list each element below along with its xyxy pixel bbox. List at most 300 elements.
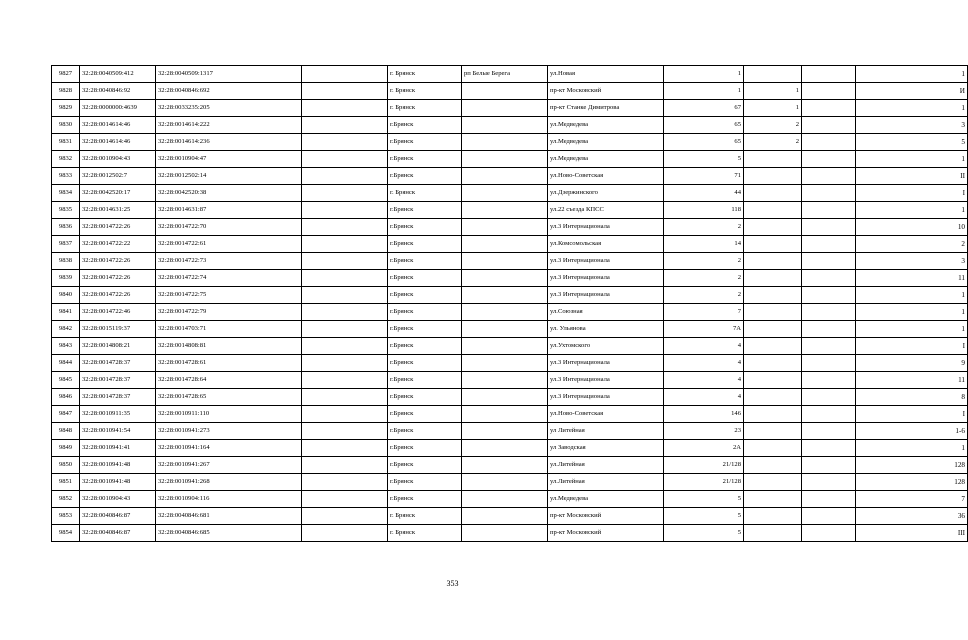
empty-cell-2 — [802, 338, 856, 355]
table-row — [52, 219, 968, 236]
empty-cell-2 — [802, 525, 856, 542]
empty-cell-2 — [802, 66, 856, 83]
empty-cell-2 — [802, 168, 856, 185]
street-cell: ул.Литейная — [548, 474, 664, 491]
table-row — [52, 474, 968, 491]
building-cell: 2 — [744, 134, 802, 151]
city-cell: г.Брянск — [388, 474, 462, 491]
apartment-cell: 11 — [856, 270, 968, 287]
object-cadastral-number-cell: 32:28:0014722:73 — [156, 253, 302, 270]
apartment-cell: 1 — [856, 287, 968, 304]
house-number-cell: 5 — [664, 508, 744, 525]
object-cadastral-number-cell: 32:28:0010941:267 — [156, 457, 302, 474]
table-row — [52, 270, 968, 287]
cadastral-number-cell: 32:28:0014722:46 — [80, 304, 156, 321]
house-number-cell: 1 — [664, 83, 744, 100]
empty-cell-2 — [802, 185, 856, 202]
object-cadastral-number-cell: 32:28:0014722:70 — [156, 219, 302, 236]
street-cell: ул.Ново-Советская — [548, 406, 664, 423]
apartment-cell: 8 — [856, 389, 968, 406]
empty-cell — [302, 406, 388, 423]
apartment-cell: И — [856, 83, 968, 100]
row-number-cell: 9838 — [52, 253, 80, 270]
row-number-cell: 9843 — [52, 338, 80, 355]
settlement-cell — [462, 457, 548, 474]
object-cadastral-number-cell: 32:28:0014728:61 — [156, 355, 302, 372]
street-cell: ул.Литейная — [548, 457, 664, 474]
settlement-cell — [462, 117, 548, 134]
table-row — [52, 338, 968, 355]
building-cell — [744, 66, 802, 83]
row-number-cell: 9851 — [52, 474, 80, 491]
empty-cell — [302, 83, 388, 100]
empty-cell — [302, 287, 388, 304]
empty-cell — [302, 168, 388, 185]
table-row — [52, 83, 968, 100]
apartment-cell: III — [856, 525, 968, 542]
city-cell: г.Брянск — [388, 372, 462, 389]
empty-cell — [302, 134, 388, 151]
object-cadastral-number-cell: 32:28:0010904:116 — [156, 491, 302, 508]
row-number-cell: 9832 — [52, 151, 80, 168]
house-number-cell: 14 — [664, 236, 744, 253]
building-cell — [744, 406, 802, 423]
house-number-cell: 65 — [664, 117, 744, 134]
settlement-cell — [462, 100, 548, 117]
object-cadastral-number-cell: 32:28:0033235:205 — [156, 100, 302, 117]
city-cell: г. Брянск — [388, 508, 462, 525]
table-row — [52, 185, 968, 202]
empty-cell-2 — [802, 457, 856, 474]
empty-cell — [302, 440, 388, 457]
object-cadastral-number-cell: 32:28:0040846:681 — [156, 508, 302, 525]
row-number-cell: 9850 — [52, 457, 80, 474]
cadastral-number-cell: 32:28:0014722:22 — [80, 236, 156, 253]
settlement-cell — [462, 406, 548, 423]
settlement-cell — [462, 423, 548, 440]
empty-cell-2 — [802, 304, 856, 321]
empty-cell-2 — [802, 406, 856, 423]
street-cell: ул. Ульянова — [548, 321, 664, 338]
settlement-cell — [462, 440, 548, 457]
city-cell: г.Брянск — [388, 304, 462, 321]
city-cell: г.Брянск — [388, 151, 462, 168]
empty-cell — [302, 253, 388, 270]
apartment-cell: 5 — [856, 134, 968, 151]
cadastral-number-cell: 32:28:0014728:37 — [80, 389, 156, 406]
settlement-cell — [462, 525, 548, 542]
street-cell: ул.Медведева — [548, 117, 664, 134]
apartment-cell: II — [856, 168, 968, 185]
street-cell: ул.3 Интернационала — [548, 219, 664, 236]
building-cell — [744, 389, 802, 406]
cadastral-number-cell: 32:28:0014722:26 — [80, 219, 156, 236]
street-cell: ул.Союзная — [548, 304, 664, 321]
apartment-cell: 11 — [856, 372, 968, 389]
empty-cell — [302, 185, 388, 202]
street-cell: ул.3 Интернационала — [548, 372, 664, 389]
city-cell: г.Брянск — [388, 236, 462, 253]
apartment-cell: 36 — [856, 508, 968, 525]
apartment-cell: 1-6 — [856, 423, 968, 440]
apartment-cell: 128 — [856, 457, 968, 474]
settlement-cell — [462, 202, 548, 219]
street-cell: ул Заводская — [548, 440, 664, 457]
empty-cell-2 — [802, 321, 856, 338]
object-cadastral-number-cell: 32:28:0014728:65 — [156, 389, 302, 406]
table-row — [52, 168, 968, 185]
empty-cell-2 — [802, 117, 856, 134]
cadastral-number-cell: 32:28:0010904:43 — [80, 151, 156, 168]
settlement-cell — [462, 168, 548, 185]
house-number-cell: 4 — [664, 372, 744, 389]
object-cadastral-number-cell: 32:28:0040509:1317 — [156, 66, 302, 83]
apartment-cell: 7 — [856, 491, 968, 508]
street-cell: ул.Медведева — [548, 134, 664, 151]
empty-cell — [302, 202, 388, 219]
cadastral-number-cell: 32:28:0014631:25 — [80, 202, 156, 219]
house-number-cell: 7А — [664, 321, 744, 338]
empty-cell-2 — [802, 253, 856, 270]
house-number-cell: 2 — [664, 219, 744, 236]
building-cell: 1 — [744, 100, 802, 117]
street-cell: пр-кт Московский — [548, 83, 664, 100]
table-row — [52, 134, 968, 151]
building-cell — [744, 151, 802, 168]
cadastral-number-cell: 32:28:0010941:48 — [80, 474, 156, 491]
row-number-cell: 9849 — [52, 440, 80, 457]
apartment-cell: I — [856, 185, 968, 202]
empty-cell — [302, 508, 388, 525]
apartment-cell: 1 — [856, 100, 968, 117]
building-cell — [744, 423, 802, 440]
building-cell — [744, 355, 802, 372]
row-number-cell: 9828 — [52, 83, 80, 100]
city-cell: г.Брянск — [388, 423, 462, 440]
apartment-cell: I — [856, 406, 968, 423]
object-cadastral-number-cell: 32:28:0014808:81 — [156, 338, 302, 355]
empty-cell — [302, 151, 388, 168]
city-cell: г.Брянск — [388, 440, 462, 457]
settlement-cell — [462, 134, 548, 151]
street-cell: ул.Дзержинского — [548, 185, 664, 202]
cadastral-number-cell: 32:28:0010904:43 — [80, 491, 156, 508]
cadastral-number-cell: 32:28:0000000:4639 — [80, 100, 156, 117]
building-cell — [744, 338, 802, 355]
building-cell — [744, 219, 802, 236]
object-cadastral-number-cell: 32:28:0014722:79 — [156, 304, 302, 321]
building-cell — [744, 457, 802, 474]
apartment-cell: 3 — [856, 253, 968, 270]
house-number-cell: 7 — [664, 304, 744, 321]
apartment-cell: 1 — [856, 202, 968, 219]
city-cell: г. Брянск — [388, 100, 462, 117]
street-cell: ул.3 Интернационала — [548, 287, 664, 304]
register-table-container — [51, 65, 965, 542]
building-cell — [744, 321, 802, 338]
house-number-cell: 2А — [664, 440, 744, 457]
settlement-cell — [462, 491, 548, 508]
house-number-cell: 21/128 — [664, 457, 744, 474]
cadastral-number-cell: 32:28:0014808:21 — [80, 338, 156, 355]
table-row — [52, 355, 968, 372]
settlement-cell — [462, 355, 548, 372]
row-number-cell: 9854 — [52, 525, 80, 542]
empty-cell — [302, 389, 388, 406]
street-cell: ул.Медведева — [548, 151, 664, 168]
city-cell: г.Брянск — [388, 406, 462, 423]
empty-cell — [302, 423, 388, 440]
row-number-cell: 9840 — [52, 287, 80, 304]
building-cell: 1 — [744, 83, 802, 100]
empty-cell — [302, 338, 388, 355]
cadastral-number-cell: 32:28:0014728:37 — [80, 355, 156, 372]
settlement-cell — [462, 372, 548, 389]
city-cell: г.Брянск — [388, 287, 462, 304]
house-number-cell: 44 — [664, 185, 744, 202]
empty-cell — [302, 117, 388, 134]
row-number-cell: 9853 — [52, 508, 80, 525]
table-row — [52, 508, 968, 525]
street-cell: ул.Новая — [548, 66, 664, 83]
city-cell: г.Брянск — [388, 321, 462, 338]
table-row — [52, 66, 968, 83]
table-row — [52, 423, 968, 440]
house-number-cell: 1 — [664, 66, 744, 83]
empty-cell — [302, 457, 388, 474]
empty-cell-2 — [802, 100, 856, 117]
row-number-cell: 9839 — [52, 270, 80, 287]
empty-cell-2 — [802, 491, 856, 508]
cadastral-number-cell: 32:28:0010941:48 — [80, 457, 156, 474]
house-number-cell: 4 — [664, 355, 744, 372]
house-number-cell: 118 — [664, 202, 744, 219]
building-cell — [744, 185, 802, 202]
apartment-cell: 1 — [856, 304, 968, 321]
city-cell: г.Брянск — [388, 134, 462, 151]
empty-cell — [302, 491, 388, 508]
building-cell — [744, 236, 802, 253]
settlement-cell — [462, 338, 548, 355]
city-cell: г.Брянск — [388, 491, 462, 508]
apartment-cell: 1 — [856, 151, 968, 168]
empty-cell-2 — [802, 389, 856, 406]
cadastral-number-cell: 32:28:0014728:37 — [80, 372, 156, 389]
row-number-cell: 9831 — [52, 134, 80, 151]
street-cell: ул.Комсомольская — [548, 236, 664, 253]
settlement-cell — [462, 83, 548, 100]
object-cadastral-number-cell: 32:28:0012502:14 — [156, 168, 302, 185]
row-number-cell: 9842 — [52, 321, 80, 338]
row-number-cell: 9836 — [52, 219, 80, 236]
row-number-cell: 9844 — [52, 355, 80, 372]
empty-cell-2 — [802, 236, 856, 253]
table-row — [52, 389, 968, 406]
object-cadastral-number-cell: 32:28:0014703:71 — [156, 321, 302, 338]
street-cell: ул.3 Интернационала — [548, 389, 664, 406]
cadastral-number-cell: 32:28:0014722:26 — [80, 287, 156, 304]
city-cell: г.Брянск — [388, 253, 462, 270]
object-cadastral-number-cell: 32:28:0014614:236 — [156, 134, 302, 151]
street-cell: ул.22 съезда КПСС — [548, 202, 664, 219]
settlement-cell — [462, 287, 548, 304]
settlement-cell — [462, 151, 548, 168]
street-cell: ул Литейная — [548, 423, 664, 440]
building-cell — [744, 202, 802, 219]
object-cadastral-number-cell: 32:28:0014614:222 — [156, 117, 302, 134]
empty-cell — [302, 355, 388, 372]
register-table — [51, 65, 968, 542]
object-cadastral-number-cell: 32:28:0010941:268 — [156, 474, 302, 491]
row-number-cell: 9830 — [52, 117, 80, 134]
city-cell: г.Брянск — [388, 338, 462, 355]
empty-cell-2 — [802, 287, 856, 304]
apartment-cell: 3 — [856, 117, 968, 134]
street-cell: пр-кт Московский — [548, 525, 664, 542]
object-cadastral-number-cell: 32:28:0010911:110 — [156, 406, 302, 423]
empty-cell — [302, 270, 388, 287]
house-number-cell: 71 — [664, 168, 744, 185]
house-number-cell: 23 — [664, 423, 744, 440]
object-cadastral-number-cell: 32:28:0014631:87 — [156, 202, 302, 219]
settlement-cell — [462, 270, 548, 287]
empty-cell — [302, 100, 388, 117]
empty-cell-2 — [802, 270, 856, 287]
building-cell — [744, 168, 802, 185]
settlement-cell — [462, 474, 548, 491]
street-cell: ул.3 Интернационала — [548, 355, 664, 372]
house-number-cell: 4 — [664, 338, 744, 355]
empty-cell-2 — [802, 355, 856, 372]
building-cell — [744, 304, 802, 321]
city-cell: г. Брянск — [388, 185, 462, 202]
house-number-cell: 67 — [664, 100, 744, 117]
row-number-cell: 9837 — [52, 236, 80, 253]
cadastral-number-cell: 32:28:0040846:87 — [80, 525, 156, 542]
empty-cell — [302, 219, 388, 236]
empty-cell-2 — [802, 440, 856, 457]
empty-cell-2 — [802, 474, 856, 491]
building-cell — [744, 508, 802, 525]
row-number-cell: 9846 — [52, 389, 80, 406]
house-number-cell: 2 — [664, 287, 744, 304]
row-number-cell: 9852 — [52, 491, 80, 508]
row-number-cell: 9834 — [52, 185, 80, 202]
city-cell: г.Брянск — [388, 389, 462, 406]
building-cell — [744, 474, 802, 491]
apartment-cell: 9 — [856, 355, 968, 372]
table-row — [52, 457, 968, 474]
page-number: 353 — [446, 579, 459, 588]
row-number-cell: 9827 — [52, 66, 80, 83]
empty-cell-2 — [802, 508, 856, 525]
settlement-cell — [462, 389, 548, 406]
table-row — [52, 100, 968, 117]
table-row — [52, 440, 968, 457]
city-cell: г. Брянск — [388, 525, 462, 542]
object-cadastral-number-cell: 32:28:0040846:685 — [156, 525, 302, 542]
settlement-cell — [462, 253, 548, 270]
object-cadastral-number-cell: 32:28:0010941:273 — [156, 423, 302, 440]
settlement-cell — [462, 304, 548, 321]
settlement-cell — [462, 508, 548, 525]
building-cell — [744, 440, 802, 457]
table-body — [52, 66, 968, 542]
table-row — [52, 372, 968, 389]
empty-cell — [302, 474, 388, 491]
building-cell — [744, 270, 802, 287]
object-cadastral-number-cell: 32:28:0014728:64 — [156, 372, 302, 389]
object-cadastral-number-cell: 32:28:0014722:74 — [156, 270, 302, 287]
apartment-cell: 1 — [856, 440, 968, 457]
table-row — [52, 321, 968, 338]
house-number-cell: 2 — [664, 253, 744, 270]
city-cell: г.Брянск — [388, 117, 462, 134]
empty-cell-2 — [802, 151, 856, 168]
row-number-cell: 9835 — [52, 202, 80, 219]
table-row — [52, 406, 968, 423]
apartment-cell: I — [856, 338, 968, 355]
street-cell: ул.Ухтомского — [548, 338, 664, 355]
cadastral-number-cell: 32:28:0040846:92 — [80, 83, 156, 100]
cadastral-number-cell: 32:28:0040509:412 — [80, 66, 156, 83]
empty-cell-2 — [802, 219, 856, 236]
cadastral-number-cell: 32:28:0010941:54 — [80, 423, 156, 440]
empty-cell — [302, 525, 388, 542]
object-cadastral-number-cell: 32:28:0014722:75 — [156, 287, 302, 304]
empty-cell — [302, 304, 388, 321]
building-cell — [744, 491, 802, 508]
row-number-cell: 9845 — [52, 372, 80, 389]
cadastral-number-cell: 32:28:0014722:26 — [80, 253, 156, 270]
apartment-cell: 2 — [856, 236, 968, 253]
row-number-cell: 9847 — [52, 406, 80, 423]
cadastral-number-cell: 32:28:0015119:37 — [80, 321, 156, 338]
city-cell: г.Брянск — [388, 219, 462, 236]
city-cell: г. Брянск — [388, 83, 462, 100]
cadastral-number-cell: 32:28:0010911:35 — [80, 406, 156, 423]
empty-cell — [302, 236, 388, 253]
empty-cell — [302, 372, 388, 389]
settlement-cell — [462, 185, 548, 202]
city-cell: г.Брянск — [388, 270, 462, 287]
cadastral-number-cell: 32:28:0014722:26 — [80, 270, 156, 287]
settlement-cell — [462, 321, 548, 338]
settlement-cell — [462, 236, 548, 253]
house-number-cell: 5 — [664, 525, 744, 542]
cadastral-number-cell: 32:28:0014614:46 — [80, 117, 156, 134]
table-row — [52, 525, 968, 542]
city-cell: г.Брянск — [388, 355, 462, 372]
cadastral-number-cell: 32:28:0012502:7 — [80, 168, 156, 185]
city-cell: г.Брянск — [388, 457, 462, 474]
house-number-cell: 5 — [664, 491, 744, 508]
house-number-cell: 5 — [664, 151, 744, 168]
house-number-cell: 65 — [664, 134, 744, 151]
row-number-cell: 9833 — [52, 168, 80, 185]
table-row — [52, 117, 968, 134]
object-cadastral-number-cell: 32:28:0010941:164 — [156, 440, 302, 457]
empty-cell-2 — [802, 134, 856, 151]
city-cell: г.Брянск — [388, 202, 462, 219]
table-row — [52, 236, 968, 253]
empty-cell — [302, 321, 388, 338]
row-number-cell: 9848 — [52, 423, 80, 440]
object-cadastral-number-cell: 32:28:0042520:38 — [156, 185, 302, 202]
house-number-cell: 4 — [664, 389, 744, 406]
apartment-cell: 10 — [856, 219, 968, 236]
object-cadastral-number-cell: 32:28:0014722:61 — [156, 236, 302, 253]
